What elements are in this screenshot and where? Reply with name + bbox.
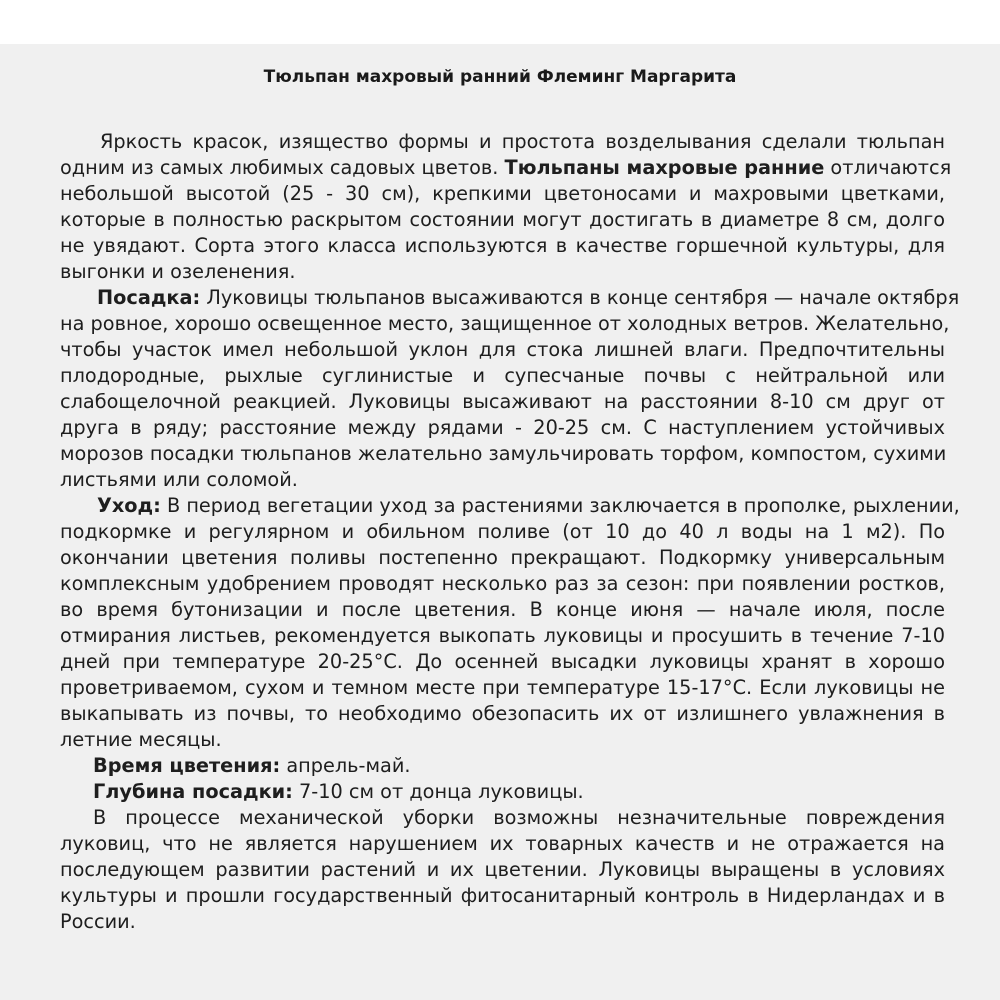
text-line: одним из самых любимых садовых цветов. Тюльпаны махровые ранние отличаются <box>60 156 952 179</box>
page-title: Тюльпан махровый ранний Флеминг Маргарита <box>263 67 737 87</box>
text-line: культуры и прошли государственный фитосанитарный контроль в Нидерландах и в <box>60 884 945 907</box>
bold-phrase: Тюльпаны махровые ранние <box>504 156 825 179</box>
text-line: Яркость красок, изящество формы и простота возделывания сделали тюльпан <box>100 130 945 153</box>
text-line: выгонки и озеленения. <box>60 260 296 283</box>
text-line: морозов посадки тюльпанов желательно замульчировать торфом, компостом, сухими <box>60 442 947 465</box>
text-line: на ровное, хорошо освещенное место, защищенное от холодных ветров. Желательно, <box>60 312 950 335</box>
text-line: листьями или соломой. <box>60 468 298 491</box>
text-line: не увядают. Сорта этого класса используются в качестве горшечной культуры, для <box>60 234 945 257</box>
section-label: Уход: <box>97 494 161 517</box>
text-line: проветриваемом, сухом и темном месте при температуре 15-17°С. Если луковицы не <box>60 676 945 699</box>
text-line: плодородные, рыхлые суглинистые и супесчаные почвы с нейтральной или <box>60 364 945 387</box>
text-line: Уход: В период вегетации уход за растениями заключается в прополке, рыхлении, <box>97 494 960 517</box>
text-line: Посадка: Луковицы тюльпанов высаживаются в конце сентября — начале октября <box>97 286 960 309</box>
text-line: луковиц, что не является нарушением их товарных качеств и не отражается на <box>60 832 945 855</box>
section-label: Посадка: <box>97 286 201 309</box>
text-line: окончании цветения поливы постепенно прекращают. Подкормку универсальным <box>60 546 945 569</box>
text-line: дней при температуре 20-25°С. До осенней высадки луковицы хранят в хорошо <box>60 650 945 673</box>
section-label: Глубина посадки: <box>93 780 293 803</box>
text-line: выкапывать из почвы, то необходимо обезопасить их от излишнего увлажнения в <box>60 702 945 725</box>
text-line: летние месяцы. <box>60 728 222 751</box>
bloom-time: Время цветения: апрель-май. <box>93 754 411 777</box>
text-line: во время бутонизации и после цветения. В конце июня — начале июля, после <box>60 598 945 621</box>
text-line: друга в ряду; расстояние между рядами - 20-25 см. С наступлением устойчивых <box>60 416 945 439</box>
text-line: России. <box>60 910 136 933</box>
text-line: слабощелочной реакцией. Луковицы высаживают на расстоянии 8-10 см друг от <box>60 390 945 413</box>
text-line: последующем развитии растений и их цветении. Луковицы выращены в условиях <box>60 858 945 881</box>
text-line: подкормке и регулярном и обильном поливе (от 10 до 40 л воды на 1 м2). По <box>60 520 945 543</box>
text-line: комплексным удобрением проводят несколько раз за сезон: при появлении ростков, <box>60 572 945 595</box>
text-line: которые в полностью раскрытом состоянии могут достигать в диаметре 8 см, долго <box>60 208 945 231</box>
section-label: Время цветения: <box>93 754 281 777</box>
text-line: отмирания листьев, рекомендуется выкопать луковицы и просушить в течение 7-10 <box>60 624 945 647</box>
text-line: чтобы участок имел небольшой уклон для стока лишней влаги. Предпочтительны <box>60 338 945 361</box>
text-line: небольшой высотой (25 - 30 см), крепкими цветоносами и махровыми цветками, <box>60 182 945 205</box>
text-line: В процессе механической уборки возможны незначительные повреждения <box>93 806 945 829</box>
planting-depth: Глубина посадки: 7-10 см от донца луковицы. <box>93 780 584 803</box>
